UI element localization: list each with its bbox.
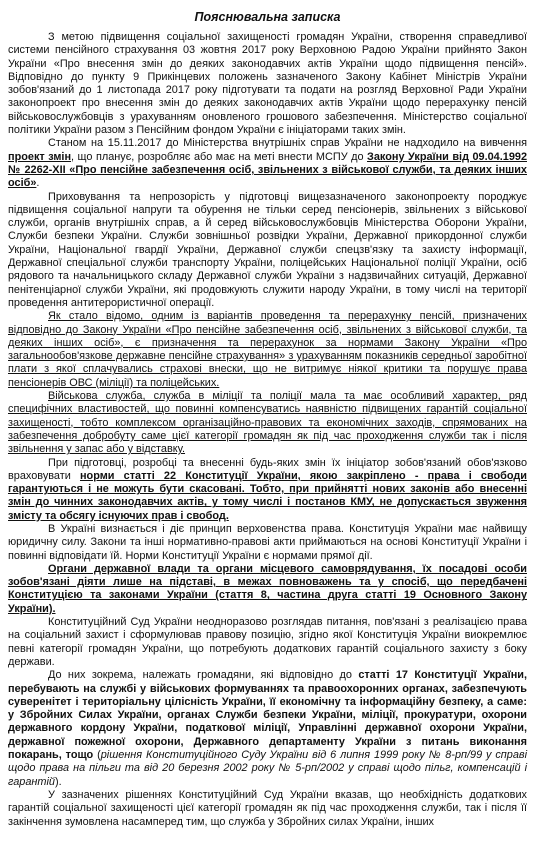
paragraph-p7 [8,523,527,563]
text-run: У зазначених рішеннях Конституційний Суд України вказав, що необхідність додаткових гарантій соціальної захищеності цієї категорії громадян як під час проходження служби, так і після її закінчення зумовлена насамперед тим, що служба у Збройних силах України, інших [8,788,527,828]
document-body [8,31,527,829]
text-run: . [36,177,40,190]
text-run: рішення Конституційного Суду України від 6 липня 1999 року № 8-рп/99 у справі щодо права на пільги та від 20 березня 2002 року № 5-рп/2002 у справі щодо пільг, компенсацій і гарантій [8,749,528,788]
text-run: Органи державної влади та органи місцевого самоврядування, їх посадові особи зобов'язані діяти лише на підставі, в межах повноважень та у спосіб, що передбачені Конституцією та законами України (стаття 8, частина друга статті 19 Основного Закону України). [8,562,527,615]
text-run: ( [93,749,101,762]
text-run: Як стало відомо, одним із варіантів проведення та перерахунку пенсій, призначених відповідно до Закону України «Про пенсійне забезпечення осіб, звільнених з військової служби, та деяких інших осіб», є призначення та перерахунок за нормами Закону України «Про загальнообов'язкове державне пенсійне страхування» з урахуванням показників середньої заробітної плати з якої сплачувались страхові внески, що не витримує ніякої критики та порушує права пенсіонерів ОВС (міліції) та поліцейських. [8,310,527,389]
paragraph-p4 [8,310,527,390]
text-run: Приховування та непрозорість у підготовці вищезазначеного законопроекту породжує підвищення соціальної напруги та обурення не тільки серед пенсіонерів, звільнених з військової служби, органів внутрішніх справ, а й серед військовослужбовців Міністерства Оборони України, Служби безпеки України. Служби зовнішньої розвідки України, Державної прикордонної служби України, Національної гвардії України, Державної служби спецзв'язку та захисту інформації, Державної спеціальної служби транспорту України, поліцейських Національної поліції України, осіб рядового та начальницького складу Державної служби України з надзвичайних ситуацій, Державної пенітенціарної служби України, які продовжують служити народу України, в тому числі на території проведення антитерористичної операції. [8,190,527,309]
text-run: При підготовці, розробці та внесенні будь-яких змін їх ініціатор зобов'язаний обов'язково враховувати [8,456,527,482]
document-title: Пояснювальна записка [194,10,341,24]
paragraph-p11 [8,789,527,829]
text-run: Станом на 15.11.2017 до Міністерства внутрішніх справ України не надходило на вивчення [48,137,527,150]
text-run: В Україні визнається і діє принцип верховенства права. Конституція України має найвищу юридичну силу. Закони та інші нормативно-правові акти приймаються на основі Конституції України і повинні відповідати їй. Норми Конституції України є нормами прямої дії. [8,522,527,562]
paragraph-p1 [8,31,527,137]
text-run: проект змін [8,150,72,163]
paragraph-p10 [8,669,527,789]
text-run: Закону України від 09.04.1992 № 2262-XII «Про пенсійне забезпечення осіб, звільнених з військової служби, та деяких інших осіб» [8,150,527,190]
text-run: До них зокрема, належать громадяни, які відповідно до [48,669,359,682]
text-run: Конституційний Суд України неодноразово розглядав питання, пов'язані з реалізацією права на соціальний захист і сформулював правову позицію, згідно якої Конституція України виокремлює певні категорії громадян України, що потребують додаткових гарантій соціального захисту з боку держави. [8,616,527,668]
text-run: Військова служба, служба в міліції та поліції мала та має особливий характер, ряд специфічних властивостей, що повинні компенсуватись наявністю підвищених гарантій соціальної захищеності, тобто комплексом організаційно-правових та економічних заходів, спрямованих на забезпечення добробуту саме цієї категорії громадян як під час проходження служби так і після звільнення у запас або у відставку. [8,390,527,456]
paragraph-p6 [8,457,527,523]
paragraph-p2 [8,137,527,190]
text-run: ). [54,775,62,788]
text-run: , що планує, розробляє або має на меті внести МСПУ до [71,150,368,163]
text-run: норми статті 22 Конституції України, якою закріплено - права і свободи гарантуються і не можуть бути скасовані. Тобто, при прийнятті нових законів або внесенні змін до чинних законодавчих актів, у тому числі і постанов КМУ, не допускається звуження змісту та обсягу існуючих прав і свобод. [8,469,527,522]
paragraph-p3 [8,191,527,311]
paragraph-p8 [8,563,527,616]
paragraph-p5 [8,390,527,456]
text-run: З метою підвищення соціальної захищеності громадян України, створення справедливої системи пенсійного страхування 03 жовтня 2017 року Верховною Радою України прийнято Закон України «Про внесення змін до деяких законодавчих актів України щодо підвищення пенсій». Відповідно до пункту 9 Прикінцевих положень зазначеного Закону Кабінет Міністрів України зобов'язаний до 1 листопада 2017 року підготувати та подати на розгляд Верховної Ради України законопроект про внесення змін до деяких законодавчих актів України щодо перерахунку пенсій військовослужбовців з урахуванням оновленого грошового забезпечення. Міністерство соціальної політики України разом з Пенсійним фондом України є ініціаторами таких змін. [8,31,527,137]
text-run: статті 17 Конституції України, перебувають на службі у військових формуваннях та правоохоронних органах, забезпечують суверенітет і територіальну цілісність України, її економічну та інформаційну безпеку, а саме: у Збройних Силах України, органах Служби безпеки України, міліції, прокуратури, охорони державного кордону України, податкової міліції, Управлінні державної охорони України, державної пожежної охорони, Державного департаменту України з питань виконання покарань, тощо [8,669,528,762]
paragraph-p9 [8,616,527,669]
